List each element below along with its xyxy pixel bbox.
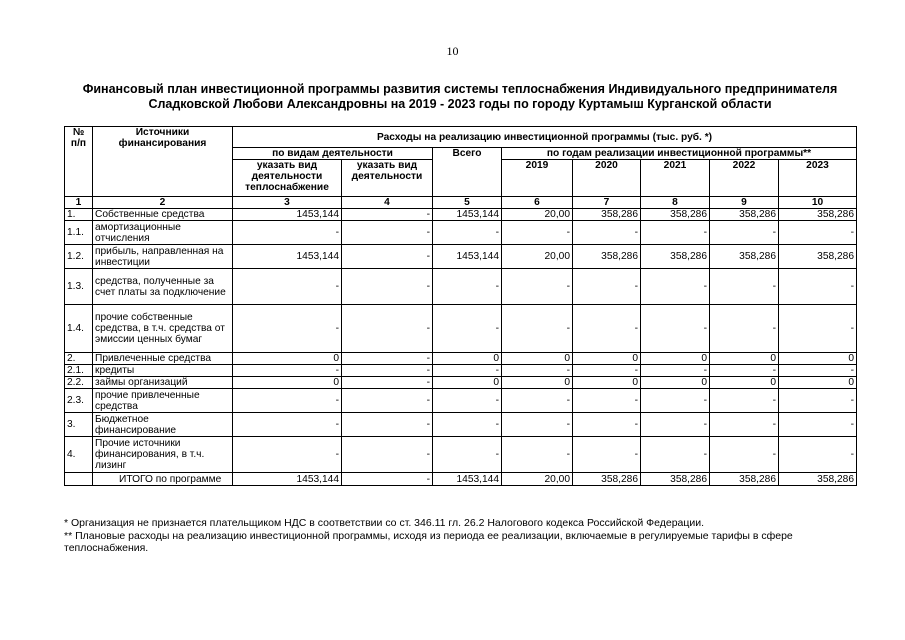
row-value: -: [779, 365, 857, 377]
header-year-2020: 2020: [573, 160, 641, 197]
row-value: -: [433, 413, 502, 437]
row-value: -: [502, 389, 573, 413]
row-value: 0: [233, 377, 342, 389]
row-value: -: [710, 365, 779, 377]
row-source-name: средства, полученные за счет платы за подключение: [93, 269, 233, 305]
title-line-1: Финансовый план инвестиционной программы развития системы теплоснабжения Индивидуального предпринимателя: [82, 82, 838, 96]
row-value: -: [233, 221, 342, 245]
row-value: -: [342, 389, 433, 413]
column-number: 10: [779, 197, 857, 209]
header-year-2023: 2023: [779, 160, 857, 197]
row-value: -: [779, 305, 857, 353]
row-value: -: [641, 221, 710, 245]
column-number: 1: [65, 197, 93, 209]
column-number: 2: [93, 197, 233, 209]
row-value: -: [342, 473, 433, 486]
row-value: -: [779, 221, 857, 245]
row-value: -: [433, 365, 502, 377]
row-source-name: Собственные средства: [93, 209, 233, 221]
row-value: -: [710, 437, 779, 473]
row-value: 0: [573, 353, 641, 365]
table-row: [65, 245, 857, 269]
row-value: -: [779, 269, 857, 305]
row-source-name: займы организаций: [93, 377, 233, 389]
row-value: -: [779, 389, 857, 413]
row-value: -: [233, 269, 342, 305]
title-line-2: Сладковской Любови Александровны на 2019 - 2023 годы по городу Куртамыш Курганской области: [148, 97, 772, 111]
table-row: [65, 377, 857, 389]
row-value: 358,286: [710, 473, 779, 486]
row-value: -: [342, 365, 433, 377]
row-value: -: [573, 269, 641, 305]
row-value: 0: [502, 353, 573, 365]
table-row: [65, 209, 857, 221]
footnote-2: ** Плановые расходы на реализацию инвестиционной программы, исходя из периода ее реализации, включаемые в регулируемые тарифы в сфере теплоснабжения.: [64, 529, 793, 554]
row-number: 2.1.: [65, 365, 93, 377]
row-source-name: кредиты: [93, 365, 233, 377]
row-value: -: [573, 413, 641, 437]
row-value: -: [233, 437, 342, 473]
row-value: 358,286: [641, 209, 710, 221]
row-value: -: [641, 389, 710, 413]
row-number: 3.: [65, 413, 93, 437]
row-value: -: [641, 269, 710, 305]
row-value: 0: [233, 353, 342, 365]
row-value: 0: [779, 377, 857, 389]
row-number: 2.3.: [65, 389, 93, 413]
column-number: 5: [433, 197, 502, 209]
row-value: 358,286: [779, 209, 857, 221]
row-value: -: [641, 305, 710, 353]
row-value: -: [710, 305, 779, 353]
row-source-name: прибыль, направленная на инвестиции: [93, 245, 233, 269]
row-value: 358,286: [779, 473, 857, 486]
row-value: -: [342, 269, 433, 305]
row-number: 1.1.: [65, 221, 93, 245]
table-row: [65, 305, 857, 353]
table-row: [65, 269, 857, 305]
row-value: -: [573, 221, 641, 245]
row-value: 20,00: [502, 245, 573, 269]
row-number: [65, 473, 93, 486]
row-value: -: [342, 221, 433, 245]
row-value: -: [433, 221, 502, 245]
financial-plan-table: [64, 126, 857, 486]
row-value: -: [573, 389, 641, 413]
table-row: [65, 353, 857, 365]
row-value: -: [641, 413, 710, 437]
row-value: -: [710, 389, 779, 413]
row-value: 0: [641, 377, 710, 389]
row-source-name: прочие собственные средства, в т.ч. средства от эмиссии ценных бумаг: [93, 305, 233, 353]
row-value: -: [433, 437, 502, 473]
row-value: -: [233, 305, 342, 353]
row-value: 1453,144: [433, 209, 502, 221]
row-number: 2.2.: [65, 377, 93, 389]
row-value: 0: [779, 353, 857, 365]
row-value: -: [502, 221, 573, 245]
row-value: 1453,144: [233, 473, 342, 486]
header-activity-1: указать вид деятельности теплоснабжение: [233, 160, 342, 197]
row-value: 358,286: [779, 245, 857, 269]
column-numbers-row: [65, 197, 857, 209]
column-number: 8: [641, 197, 710, 209]
header-row-1: [65, 127, 857, 148]
row-value: 0: [502, 377, 573, 389]
footnotes: [64, 517, 856, 555]
column-number: 7: [573, 197, 641, 209]
table-row: [65, 365, 857, 377]
table-row: [65, 389, 857, 413]
row-value: -: [573, 437, 641, 473]
row-value: -: [342, 377, 433, 389]
row-value: -: [710, 413, 779, 437]
row-value: 358,286: [573, 473, 641, 486]
row-value: 1453,144: [433, 245, 502, 269]
row-value: 0: [433, 377, 502, 389]
row-value: -: [573, 365, 641, 377]
row-value: -: [641, 437, 710, 473]
row-value: 1453,144: [233, 245, 342, 269]
table-row: [65, 221, 857, 245]
row-source-name: Прочие источники финансирования, в т.ч. лизинг: [93, 437, 233, 473]
row-value: -: [710, 221, 779, 245]
header-by-years: по годам реализации инвестиционной программы**: [502, 148, 857, 160]
row-value: 1453,144: [233, 209, 342, 221]
row-value: 358,286: [710, 245, 779, 269]
header-year-2019: 2019: [502, 160, 573, 197]
row-value: 358,286: [641, 245, 710, 269]
column-number: 6: [502, 197, 573, 209]
row-number: 4.: [65, 437, 93, 473]
row-value: 0: [641, 353, 710, 365]
row-value: 358,286: [710, 209, 779, 221]
row-value: -: [342, 305, 433, 353]
row-number: 1.4.: [65, 305, 93, 353]
row-value: -: [433, 269, 502, 305]
row-value: -: [502, 413, 573, 437]
row-value: -: [433, 305, 502, 353]
row-value: 358,286: [641, 473, 710, 486]
row-value: -: [710, 269, 779, 305]
row-source-name: ИТОГО по программе: [93, 473, 233, 486]
header-sources: Источники финансирования: [93, 127, 233, 197]
header-expenses: Расходы на реализацию инвестиционной программы (тыс. руб. *): [233, 127, 857, 148]
row-value: 0: [710, 353, 779, 365]
row-value: -: [779, 413, 857, 437]
table-row: [65, 473, 857, 486]
row-value: -: [502, 305, 573, 353]
page-number: 10: [446, 44, 459, 58]
row-value: 20,00: [502, 473, 573, 486]
header-by-activity: по видам деятельности: [233, 148, 433, 160]
row-value: -: [233, 365, 342, 377]
row-value: 20,00: [502, 209, 573, 221]
row-number: 1.2.: [65, 245, 93, 269]
row-source-name: прочие привлеченные средства: [93, 389, 233, 413]
row-value: -: [342, 353, 433, 365]
table-row: [65, 413, 857, 437]
row-value: -: [573, 305, 641, 353]
row-number: 1.: [65, 209, 93, 221]
row-value: 0: [573, 377, 641, 389]
row-source-name: Привлеченные средства: [93, 353, 233, 365]
row-value: -: [779, 437, 857, 473]
row-value: -: [502, 365, 573, 377]
header-year-2022: 2022: [710, 160, 779, 197]
header-total: Всего: [433, 148, 502, 197]
row-value: -: [233, 389, 342, 413]
row-value: 0: [710, 377, 779, 389]
row-source-name: амортизационные отчисления: [93, 221, 233, 245]
row-value: -: [342, 245, 433, 269]
row-value: -: [233, 413, 342, 437]
row-value: -: [502, 437, 573, 473]
row-value: 0: [433, 353, 502, 365]
table-row: [65, 437, 857, 473]
row-value: -: [342, 413, 433, 437]
document-title: [60, 82, 860, 112]
row-value: -: [342, 209, 433, 221]
row-value: 1453,144: [433, 473, 502, 486]
header-year-2021: 2021: [641, 160, 710, 197]
footnote-1: * Организация не признается плательщиком НДС в соответствии со ст. 346.11 гл. 26.2 Налогового кодекса Российской Федерации.: [64, 517, 705, 529]
header-num: № п/п: [65, 127, 93, 197]
row-value: 358,286: [573, 209, 641, 221]
header-activity-2: указать вид деятельности: [342, 160, 433, 197]
row-value: -: [641, 365, 710, 377]
row-source-name: Бюджетное финансирование: [93, 413, 233, 437]
row-value: -: [342, 437, 433, 473]
column-number: 9: [710, 197, 779, 209]
row-number: 1.3.: [65, 269, 93, 305]
row-value: -: [502, 269, 573, 305]
row-value: -: [433, 389, 502, 413]
row-value: 358,286: [573, 245, 641, 269]
column-number: 3: [233, 197, 342, 209]
column-number: 4: [342, 197, 433, 209]
row-number: 2.: [65, 353, 93, 365]
